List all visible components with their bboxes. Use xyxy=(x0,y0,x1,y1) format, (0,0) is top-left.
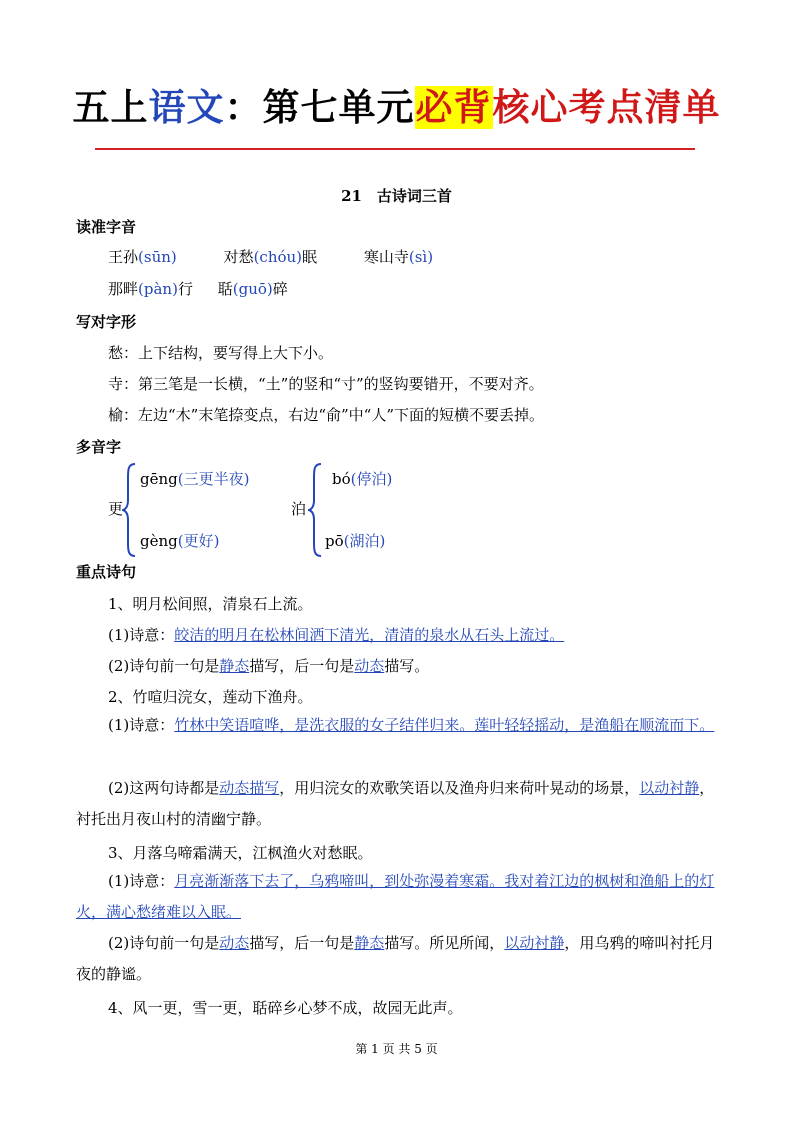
poem-question: (2)诗句前一句是动态描写，后一句是静态描写。所见所闻，以动衬静，用乌鸦的啼叫衬托月夜的静谧。 xyxy=(76,934,715,983)
writing-note: 愁：上下结构，要写得上大下小。 xyxy=(108,344,334,362)
writing-note: 寺：第三笔是一长横，“土”的竖和“寸”的竖钩要错开，不要对齐。 xyxy=(108,375,544,393)
section-heading-writing: 写对字形 xyxy=(76,313,137,331)
pronunciation-row xyxy=(108,246,433,267)
poem-question: (2)诗句前一句是静态描写，后一句是动态描写。 xyxy=(108,657,430,675)
writing-note: 榆：左边“木”末笔捺变点，右边“俞”中“人”下面的短横不要丢掉。 xyxy=(108,406,545,424)
poem-line: 2、竹喧归浣女，莲动下渔舟。 xyxy=(108,688,313,706)
poem-question: (2)这两句诗都是动态描写，用归浣女的欢歌笑语以及渔舟归来荷叶晃动的场景，以动衬静，衬托出月夜山村的清幽宁静。 xyxy=(76,779,715,828)
page-title: 五上语文：第七单元必背核心考点清单 xyxy=(72,86,721,129)
word-item: 那畔(pàn)行 xyxy=(108,280,193,298)
poem-line: 3、月落乌啼霜满天，江枫渔火对愁眠。 xyxy=(108,844,373,862)
polyphone-reading: bó(停泊) xyxy=(332,470,393,488)
word-item: 王孙(sūn) xyxy=(108,248,177,266)
poem-meaning: (1)诗意：月亮渐渐落下去了，乌鸦啼叫，到处弥漫着寒霜。我对着江边的枫树和渔船上的灯火，满心愁绪难以入眠。 xyxy=(76,872,715,921)
section-heading-key-lines: 重点诗句 xyxy=(76,563,137,581)
poem-meaning: (1)诗意：竹林中笑语喧哗，是洗衣服的女子结伴归来。莲叶轻轻摇动，是渔船在顺流而下。 xyxy=(108,716,715,734)
section-heading-pronunciation: 读准字音 xyxy=(76,218,137,236)
brace-icon xyxy=(308,462,322,558)
pronunciation-row xyxy=(108,278,288,299)
word-item: 聒(guō)碎 xyxy=(217,280,288,298)
polyphone-reading: pō(湖泊) xyxy=(325,532,386,550)
word-item: 寒山寺(sì) xyxy=(363,248,434,266)
poem-line: 1、明月松间照，清泉石上流。 xyxy=(108,595,313,613)
word-item: 对愁(chóu)眠 xyxy=(223,248,318,266)
poem-meaning: (1)诗意：皎洁的明月在松林间洒下清光，清清的泉水从石头上流过。 xyxy=(108,626,565,644)
title-divider xyxy=(95,148,695,150)
polyphone-reading: gèng(更好) xyxy=(140,532,220,550)
section-heading-polyphone: 多音字 xyxy=(76,438,122,456)
polyphone-char: 更 xyxy=(108,500,124,518)
polyphone-char: 泊 xyxy=(291,500,307,518)
polyphone-reading: gēng(三更半夜) xyxy=(140,470,250,488)
page-footer: 第 1 页 共 5 页 xyxy=(355,1042,438,1056)
poem-line: 4、风一更，雪一更，聒碎乡心梦不成，故园无此声。 xyxy=(108,999,463,1017)
brace-icon xyxy=(122,462,136,558)
lesson-title: 21 古诗词三首 xyxy=(341,187,452,205)
